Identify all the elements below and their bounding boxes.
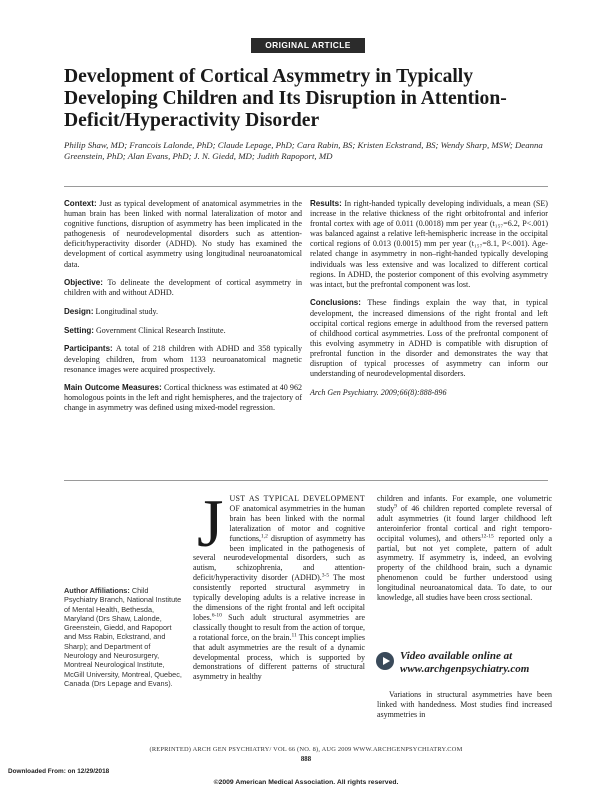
- abstract-top-rule: [64, 186, 548, 187]
- abstract-participants: [64, 344, 302, 374]
- body-text: This concept implies that adult asymmetries are the result of a dynamic developmental process, which is supported by demonstrations of different patterns of structural asymmetry in healthy: [193, 632, 365, 682]
- abstract-participants-text: A total of 218 children with ADHD and 358 typically developing children, from whom 1133 neuroanatomical magnetic resonance images were acquired prospectively.: [64, 344, 302, 374]
- body-text: children and infants. For example, one volumetric study: [377, 494, 552, 513]
- body-paragraph-1: [193, 485, 365, 682]
- affiliations-label: Author Affiliations:: [64, 586, 130, 595]
- video-line-1: Video available online at: [400, 650, 513, 662]
- reference-superscript: 6-10: [211, 612, 222, 619]
- abstract-design-text: Longitudinal study.: [95, 307, 159, 317]
- abstract-setting-text: Government Clinical Research Institute.: [95, 325, 226, 335]
- abstract-conclusions: [310, 298, 548, 379]
- article-title: Development of Cortical Asymmetry in Typically Developing Children and Its Disruption in Attention-Deficit/Hyperactivity Disorder: [64, 66, 507, 131]
- reference-superscript: 1,2: [261, 532, 268, 539]
- abstract-citation: Arch Gen Psychiatry. 2009;66(8):888-896: [310, 387, 447, 397]
- reference-superscript: 12-15: [480, 532, 494, 539]
- body-text: of 46 children reported complete reversal of adult asymmetries (it found larger childhood left anteroinferior frontal cortical and right temporo-occipital volumes), and others: [377, 503, 552, 543]
- video-play-icon: [376, 652, 394, 670]
- abstract-objective-label: Objective:: [64, 278, 103, 288]
- body-text: reported only a partial, but not yet complete, pattern of adult asymmetry. If asymmetry is, indeed, an evolving property of the childhood brain, such a dynamic phenomenon could be further understood using longitudinal neuroanatomical data. To date, to our knowledge, all studies have been cross sectional.: [377, 533, 552, 603]
- author-affiliations: [64, 586, 182, 688]
- running-footer: (REPRINTED) ARCH GEN PSYCHIATRY/ VOL 66 (NO. 8), AUG 2009 WWW.ARCHGENPSYCHIATRY.COM: [149, 746, 463, 753]
- page-number: 888: [300, 756, 312, 763]
- abstract-objective-text: To delineate the development of cortical asymmetry in children with and without ADHD.: [64, 278, 302, 298]
- body-text: disruption of asymmetry has been implicated in the pathogenesis of several neurodevelopmental disorders, such as autism, schizophrenia, and attention-deficit/hyperactivity disorder (ADHD).: [193, 533, 365, 583]
- abstract-results-label: Results:: [310, 199, 342, 208]
- abstract-conclusions-label: Conclusions:: [310, 298, 361, 308]
- abstract-context-text: Just as typical development of anatomical asymmetries in the human brain has been linked with normal lateralization of motor and cognitive functions, disruption of asymmetry has been implicated in the pathogenesis of neurodevelopmental disorders such as attention-deficit/hyperactivity disorder (ADHD). No study has examined the development of cortical asymmetry using longitudinal neuroanatomical data.: [64, 199, 302, 269]
- abstract-measures-text: Cortical thickness was estimated at 40 962 homologous points in the left and right hemispheres, and the trajectory of change in asymmetry was defined using mixed-model regression.: [64, 383, 303, 413]
- affiliations-text: Child Psychiatry Branch, National Institute of Mental Health, Bethesda, Maryland (Drs Shaw, Lalonde, Greenstein, Giedd, and Rapoport and Mss Rabin, Eckstrand, and Sharp); and Department of Neurology and Neurosurgery, Montreal Neurological Institute, McGill University, Montreal, Quebec, Canada (Drs Lepage and Evans).: [64, 586, 182, 688]
- abstract-participants-label: Participants:: [64, 344, 113, 354]
- body-column-2-lower: [377, 690, 552, 720]
- abstract-right-column: [310, 199, 548, 406]
- abstract-results-text: In right-handed typically developing individuals, a mean (SE) increase in the relative thickness of the right orbitofrontal and inferior frontal cortex with age of 0.011 (0.0018) mm per year (t₁₅₇=6.2, P<.001) was balanced against a relative left-hemispheric increase in the occipital cortical regions of 0.013 (0.0015) mm per year (t₁₅₇=8.1, P<.001). Age-related change in asymmetry in non–right-handed typically developing individuals was less extensive and was localized to different cortical regions. In ADHD, the posterior component of this evolving asymmetry was intact, but the prefrontal component was lost.: [310, 199, 548, 289]
- article-type-badge: ORIGINAL ARTICLE: [251, 38, 365, 53]
- abstract-measures: [64, 383, 302, 413]
- body-text: The most consistently reported structural asymmetry in typically developing adults is a relative increase in the dimensions of the right frontal and left occipital lobes.: [193, 573, 365, 622]
- drop-cap: J: [197, 485, 224, 561]
- body-paragraph-2: [377, 494, 552, 603]
- abstract-context-label: Context:: [64, 199, 97, 208]
- abstract-design: [64, 307, 302, 317]
- body-column-1: [193, 485, 365, 682]
- abstract-measures-label: Main Outcome Measures:: [64, 383, 162, 393]
- abstract-results: [310, 199, 548, 290]
- copyright-notice: ©2009 American Medical Association. All rights reserved.: [213, 779, 399, 786]
- body-text: Such adult structural asymmetries are classically thought to result from the action of torque, a rotational force, on the brain.: [193, 612, 365, 642]
- abstract-setting: [64, 326, 302, 336]
- body-text: anatomical asymmetries in the human brain has been linked with the normal lateralization of motor and cognitive functions,: [229, 503, 365, 543]
- video-callout-text: [400, 650, 560, 675]
- abstract-conclusions-text: These findings explain the way that, in typical development, the increased dimensions of the right frontal and left occipital cortical regions emerge in adulthood from the reversed pattern of childhood cortical asymmetries. Loss of the prefrontal component of this evolving asymmetry in ADHD is compatible with disruption of prefrontal function in the disorder and demonstrates the way that disruption of typical processes of asymmetry can inform our understanding of neurodevelopmental disorders.: [310, 298, 549, 379]
- body-column-2: [377, 494, 552, 603]
- author-list: Philip Shaw, MD; Francois Lalonde, PhD; Claude Lepage, PhD; Cara Rabin, BS; Kristen Eckstrand, BS; Wendy Sharp, MSW; Deanna Greenstein, PhD; Alan Evans, PhD; J. N. Giedd, MD; Judith Rapoport, MD: [64, 140, 543, 162]
- download-stamp: Downloaded From: on 12/29/2018: [8, 768, 110, 775]
- reference-superscript: 11: [291, 632, 297, 639]
- video-url-link[interactable]: www.archgenpsychiatry.com: [400, 662, 530, 675]
- abstract-left-column: [64, 199, 302, 422]
- abstract-bottom-rule: [64, 480, 548, 481]
- abstract-setting-label: Setting:: [64, 325, 94, 335]
- lead-in-text: UST AS TYPICAL DEVELOPMENT OF: [229, 494, 365, 513]
- reference-superscript: 9: [394, 503, 397, 510]
- body-paragraph-3: Variations in structural asymmetries have been linked with handedness. Most studies find increased asymmetries in: [377, 690, 552, 719]
- reference-superscript: 3-5: [321, 572, 330, 579]
- abstract-design-label: Design:: [64, 307, 94, 317]
- abstract-context: [64, 199, 302, 270]
- abstract-objective: [64, 278, 302, 298]
